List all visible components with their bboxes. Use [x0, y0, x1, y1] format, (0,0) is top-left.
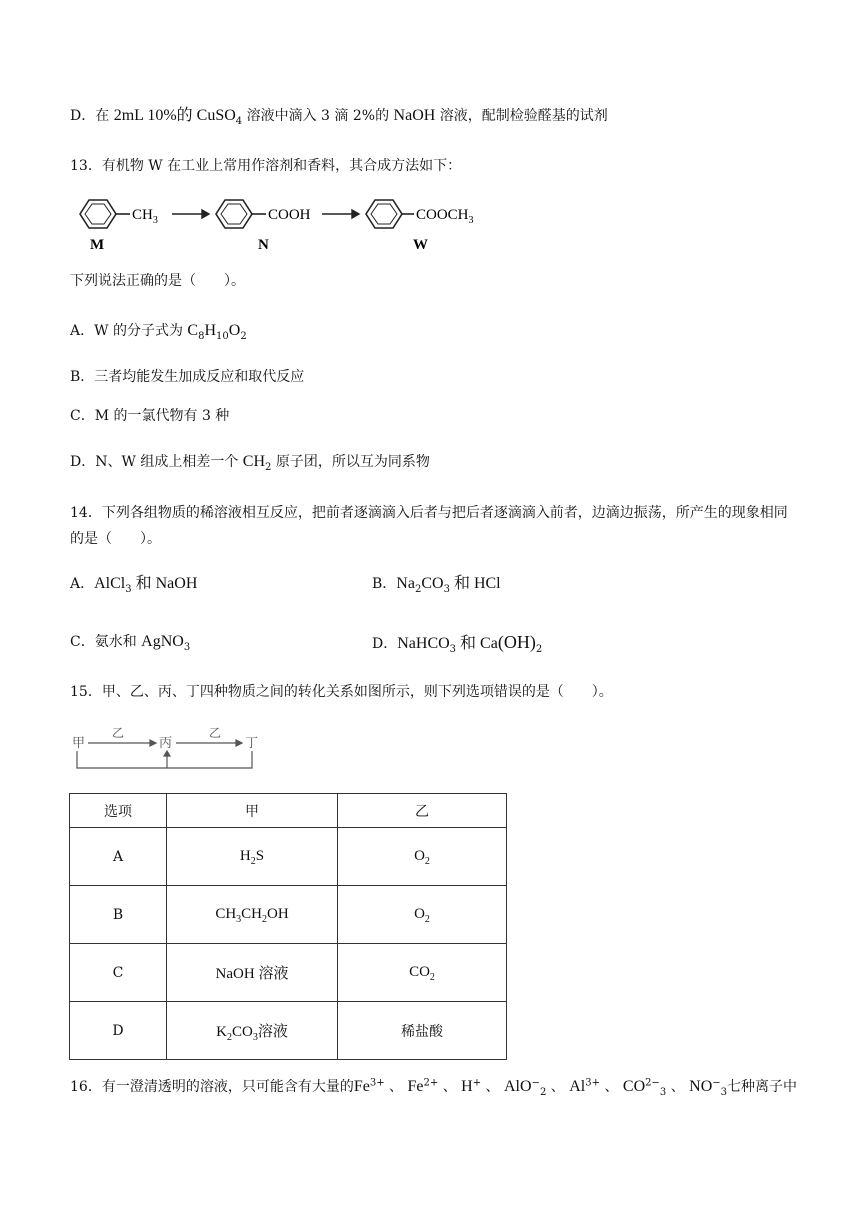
row-yi: 稀盐酸 — [338, 1002, 507, 1060]
q12-option-d: D．在 2mL 10%的 CuSO$_4$ 溶液中滴入 3 滴 2%的 NaOH 溶液，配制检验醛基的试剂 — [70, 107, 608, 127]
q14-stem: 14．下列各组物质的稀溶液相互反应，把前者逐滴滴入后者与把后者逐滴滴入前者，边滴边振荡，所产生的现象相同的是（ ）。 — [70, 505, 788, 547]
q14-option-c: C．氨水和 AgNO$_3$ — [70, 633, 191, 653]
arrow-icon — [172, 210, 209, 218]
q13-question: 下列说法正确的是（ ）。 — [70, 273, 245, 289]
q13-option-d: D．N、W 组成上相差一个 $CH_2$ 原子团，所以互为同系物 — [70, 453, 430, 473]
q13-option-b: B．三者均能发生加成反应和取代反应 — [70, 369, 305, 385]
benzene-ring-m — [80, 200, 130, 228]
benzene-ring-n — [216, 200, 266, 228]
row-option: B — [70, 886, 167, 944]
row-jia: $H_2S$ — [167, 828, 338, 886]
q13-synthesis-scheme — [70, 190, 490, 254]
label-w: W — [413, 237, 428, 253]
diagram-jia: 甲 — [72, 736, 86, 751]
diagram-ding: 丁 — [245, 736, 259, 751]
label-m: M — [90, 237, 105, 253]
header-option: 选项 — [70, 794, 167, 828]
arrow-icon — [176, 740, 242, 746]
diagram-yi-2: 乙 — [209, 726, 222, 740]
row-yi: $O_2$ — [338, 828, 507, 886]
label-n: N — [258, 237, 269, 253]
header-jia: 甲 — [167, 794, 338, 828]
q13-stem: 13．有机物 W 在工业上常用作溶剂和香料，其合成方法如下： — [70, 158, 462, 174]
row-option: D — [70, 1002, 167, 1060]
table-header-row — [70, 794, 507, 828]
q14-option-a: A．AlCl$_3$ 和 NaOH — [70, 575, 198, 595]
w-substituent: $COOCH_3$ — [416, 207, 474, 226]
row-jia: NaOH 溶液 — [167, 944, 338, 1002]
row-jia: $CH_3CH_2OH$ — [167, 886, 338, 944]
table-row — [70, 886, 507, 944]
q14-option-d: D．NaHCO$_3$ 和 $Ca(OH)_2$ — [372, 632, 543, 655]
table-row — [70, 1002, 507, 1060]
row-jia: $K_2CO_3$溶液 — [167, 1002, 338, 1060]
n-substituent: COOH — [268, 207, 311, 223]
q16-stem: 16．有一澄清透明的溶液，只可能含有大量的$Fe^{3+}$ 、 $Fe^{2+}$ 、 H+ 、 AlO−$_2$ 、 $Al^{3+}$ 、 $CO^{2-}_3$ 、 $NO^-_3$七种离子中 — [70, 1077, 798, 1098]
diagram-yi-1: 乙 — [112, 726, 125, 740]
header-yi: 乙 — [338, 794, 507, 828]
table-row — [70, 944, 507, 1002]
q15-conversion-diagram — [72, 726, 272, 778]
arrow-icon — [88, 740, 156, 746]
arrow-icon — [322, 210, 359, 218]
row-option: A — [70, 828, 167, 886]
q15-options-table — [69, 793, 507, 1060]
q13-option-c: C．M 的一氯代物有 3 种 — [70, 408, 230, 424]
q14-option-b: B．$Na_2CO_3$ 和 HCl — [372, 575, 501, 595]
row-yi: $CO_2$ — [338, 944, 507, 1002]
q13-option-a: A．W 的分子式为 $C_8H_{10}O_2$ — [70, 322, 247, 342]
feedback-arrow-icon — [77, 751, 252, 768]
row-yi: $O_2$ — [338, 886, 507, 944]
benzene-ring-w — [366, 200, 414, 228]
m-substituent: $CH_3$ — [132, 207, 158, 226]
table-row — [70, 828, 507, 886]
row-option: C — [70, 944, 167, 1002]
q15-stem: 15．甲、乙、丙、丁四种物质之间的转化关系如图所示，则下列选项错误的是（ ）。 — [70, 684, 613, 700]
diagram-bing: 丙 — [159, 736, 173, 751]
